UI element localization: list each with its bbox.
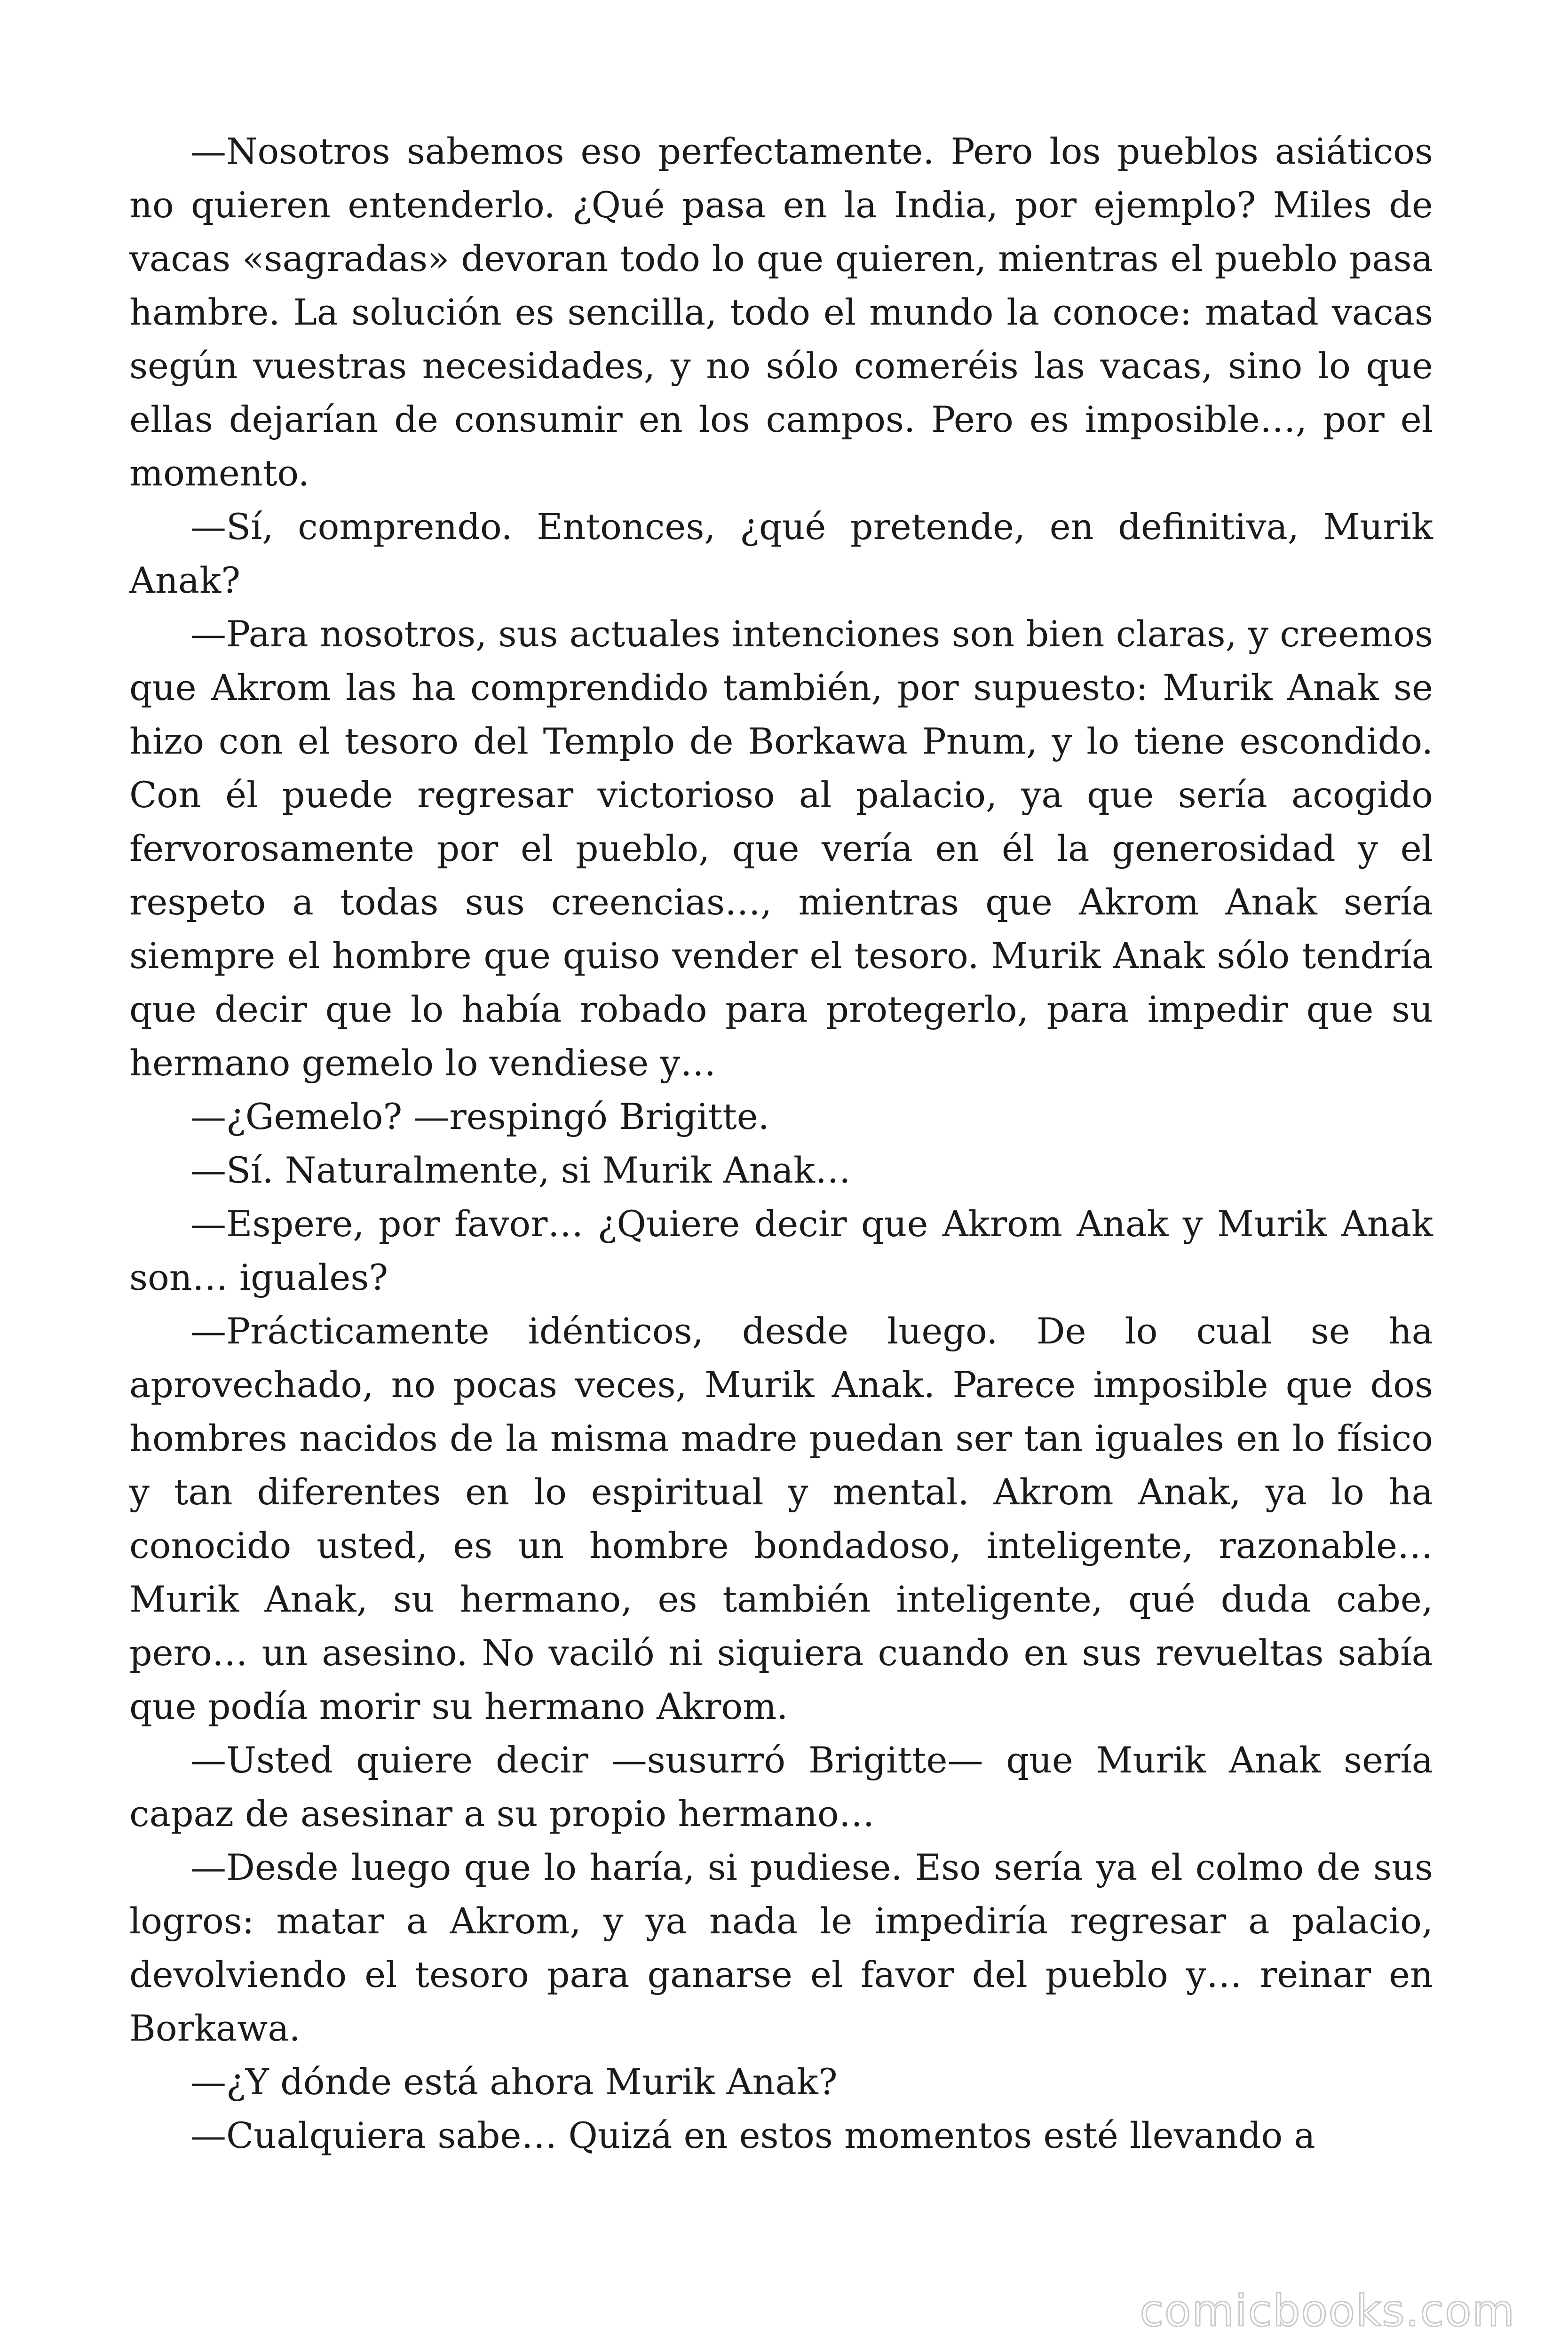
paragraph-8: —Usted quiere decir —susurró Brigitte— que Murik Anak sería capaz de asesinar a su propio hermano… (129, 1739, 1433, 1835)
paragraph-3: —Para nosotros, sus actuales intenciones son bien claras, y creemos que Akrom las ha comprendido también, por supuesto: Murik Anak se hizo con el tesoro del Templo de Borkawa Pnum, y lo tiene escondido. Con él puede regresar victorioso al palacio, ya que sería acogido fervorosamente por el pueblo, que vería en él la generosidad y el respeto a todas sus creencias…, mientras que Akrom Anak sería siempre el hombre que quiso vender el tesoro. Murik Anak sólo tendría que decir que lo había robado para protegerlo, para impedir que su hermano gemelo lo vendiese y… (129, 613, 1433, 1084)
watermark: comicbooks.com (1140, 2286, 1515, 2336)
paragraph-2: —Sí, comprendo. Entonces, ¿qué pretende, en definitiva, Murik Anak? (129, 506, 1433, 601)
paragraph-1: —Nosotros sabemos eso perfectamente. Pero los pueblos asiáticos no quieren entenderlo. ¿Qué pasa en la India, por ejemplo? Miles de vacas «sagradas» devoran todo lo que quieren, mientras el pueblo pasa hambre. La solución es sencilla, todo el mundo la conoce: matad vacas según vuestras necesidades, y no sólo comeréis las vacas, sino lo que ellas dejarían de consumir en los campos. Pero es imposible…, por el momento. (129, 130, 1433, 494)
paragraph-10: —¿Y dónde está ahora Murik Anak? (190, 2061, 838, 2103)
paragraph-6: —Espere, por favor… ¿Quiere decir que Akrom Anak y Murik Anak son… iguales? (129, 1203, 1433, 1298)
body-text (129, 125, 1433, 2162)
paragraph-9: —Desde luego que lo haría, si pudiese. Eso sería ya el colmo de sus logros: matar a Akrom, y ya nada le impediría regresar a palacio, devolviendo el tesoro para ganarse el favor del pueblo y… reinar en Borkawa. (129, 1846, 1433, 2049)
paragraph-5: —Sí. Naturalmente, si Murik Anak… (190, 1149, 851, 1191)
paragraph-7: —Prácticamente idénticos, desde luego. De lo cual se ha aprovechado, no pocas veces, Murik Anak. Parece imposible que dos hombres nacidos de la misma madre puedan ser tan iguales en lo físico y tan diferentes en lo espiritual y mental. Akrom Anak, ya lo ha conocido usted, es un hombre bondadoso, inteligente, razonable… Murik Anak, su hermano, es también inteligente, qué duda cabe, pero… un asesino. No vaciló ni siquiera cuando en sus revueltas sabía que podía morir su hermano Akrom. (129, 1310, 1433, 1727)
paragraph-11: —Cualquiera sabe… Quizá en estos momentos esté llevando a (190, 2114, 1315, 2156)
paragraph-4: —¿Gemelo? —respingó Brigitte. (190, 1096, 769, 1137)
